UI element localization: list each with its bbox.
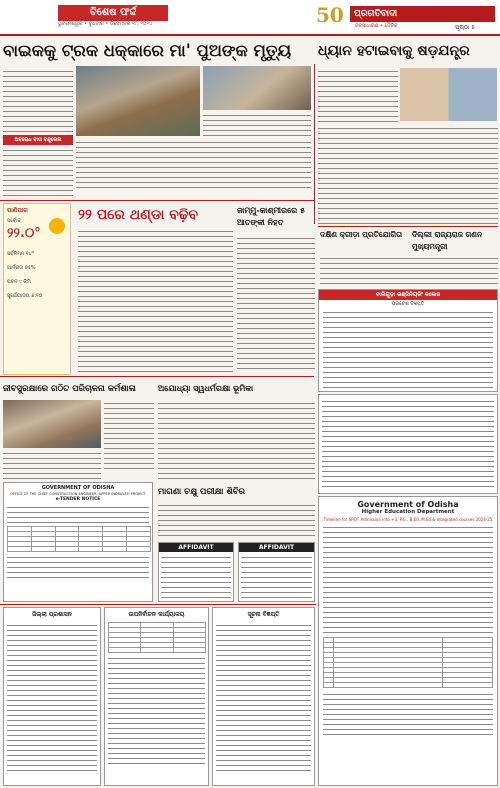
college-ad-title: ବାଲିଗୁଡ଼ା ଇଞ୍ଜିନିୟରିଂ କଲେଜ: [319, 290, 497, 300]
college-ad-subtitle: ପ୍ରବେଶ ବିଜ୍ଞପ୍ତି: [391, 301, 425, 307]
tender-footer-text: [7, 554, 149, 579]
story-text: [78, 228, 233, 373]
govt-dept: Higher Education Department: [361, 509, 455, 515]
section-title: ବିଶେଷ ଫର୍ଦ୍ଦ: [58, 5, 168, 21]
story-text: [318, 125, 498, 225]
admission-schedule-table: [323, 637, 493, 688]
bottom-right-text: [216, 622, 311, 772]
story-text: [76, 139, 311, 189]
temp-value: ୨୨.୦°: [7, 226, 41, 241]
story-text: [203, 112, 311, 136]
sun-icon: [49, 218, 65, 234]
section-rule: [0, 376, 314, 377]
headline-conspiracy: ଧ୍ୟାନ ହଟାଇବାକୁ ଷଡ଼ଯନ୍ତ୍ର: [318, 43, 470, 59]
college-advert: [318, 289, 498, 392]
section-rule: [0, 200, 314, 201]
story-text: [3, 450, 101, 480]
tagline: ଜନସାଧାରଣ • ଦୈନିକ: [355, 23, 398, 29]
college-ad-text: [323, 309, 493, 389]
headline-cold: ୨୨ ପରେ ଥଣ୍ଡା ବଢ଼ିବ: [78, 207, 199, 223]
workshop-photo: [3, 400, 101, 448]
story-text: [3, 147, 73, 197]
tender-advert: [3, 482, 153, 602]
headline-ayodhya: ଅଯୋଧ୍ୟା ସ୍ୱଧର୍ମରକ୍ଷା ଭୂମିକା: [158, 384, 254, 393]
bottom-mid-title: ଉପନିର୍ବାଚନ କାର୍ଯ୍ୟାଳୟ: [128, 611, 185, 618]
govt-notice-text: [322, 398, 494, 490]
govt-notice: [318, 394, 498, 494]
story-text: [158, 502, 315, 540]
weather-row: ଆର୍ଦ୍ରତା ୭୫%: [7, 265, 36, 271]
affidavit-1-text: [161, 554, 231, 599]
weather-row: ସର୍ବନିମ୍ନ ୧୪°: [7, 251, 35, 257]
section-rule: [318, 226, 498, 227]
affidavit-1: [158, 542, 234, 602]
temp-label: ସର୍ବୋଚ୍ଚ: [7, 218, 21, 224]
headline-sports: ଦକ୍ଷିଣ କ୍ରୀଡ଼ା ପ୍ରତିଯୋଗିତା: [320, 230, 403, 239]
weather-panel: [3, 203, 71, 375]
affidavit-2-text: [241, 554, 312, 599]
bottom-mid-text: [108, 655, 205, 765]
tender-heading: e-TENDER NOTICE: [55, 497, 101, 502]
leaders-photo: [400, 68, 497, 121]
truck-photo: [203, 66, 311, 110]
tender-text: [7, 504, 149, 524]
bottom-mid-table: [108, 622, 206, 653]
headline-eyecamp: ମାଗଣା ଚକ୍ଷୁ ପରୀକ୍ଷା ଶିବିର: [158, 487, 246, 497]
headline-accident: ବାଇକକୁ ଟ୍ରକ ଧକ୍କାରେ ମା' ପୁଅଙ୍କ ମୃତ୍ୟୁ: [3, 41, 292, 60]
govt-timeline: Timeline for SPOT Admission into +3, P.G., B.Ed, M.Ed & Integrated courses 2024-25: [323, 517, 493, 522]
govt-ad-footer-text: [323, 691, 493, 736]
bottom-advert-middle: [104, 607, 209, 786]
weather-row: ସୂର୍ଯ୍ୟୋଦୟ ୬:୧୦: [7, 293, 43, 299]
bottom-left-title: ଜିଲ୍ଲା ପ୍ରଶାସନ: [32, 611, 72, 618]
weather-rows: [7, 247, 67, 303]
headline-workshop: ଜୀବସୁରକ୍ଷାରେ ଗଠିତ ପରିଚାଳନା କର୍ମଶାଳା: [3, 384, 136, 394]
story-text: [3, 68, 73, 133]
page-number: ପୃଷ୍ଠା ୫: [455, 24, 475, 31]
affidavit-1-title: AFFIDAVIT: [159, 543, 233, 552]
headline-delhi: ଦିଲ୍ଲୀ ରାଜ୍ୟରାଜ ଗଣନ ମୁଖ୍ୟମନ୍ତ୍ରୀ: [412, 230, 483, 251]
story-text: [318, 68, 398, 123]
anniversary-logo: 50: [316, 3, 344, 27]
tender-table: [7, 526, 151, 552]
section-rule: [0, 604, 316, 605]
accident-photo: [76, 66, 200, 136]
story-text: [237, 235, 315, 373]
story-text: [104, 400, 154, 470]
tender-title: GOVERNMENT OF ODISHA: [41, 485, 115, 491]
govt-ad-text: [323, 524, 493, 634]
newspaper-brand: ପ୍ରଗତିବାଦୀ: [350, 6, 495, 22]
column-divider: [314, 64, 315, 224]
dateline: ଭୁବନେଶ୍ୱର • ବୁଧବାର • ଡିସେମ୍ବର ୧୮, ୨୦୨୪: [58, 21, 153, 27]
weather-row: ପବନ ୯ କିମି: [7, 279, 31, 285]
bottom-advert-right: [212, 607, 315, 786]
story-text: [158, 400, 315, 480]
masthead: [0, 0, 500, 36]
bottom-right-title: ସୂଚନା ବିଜ୍ଞପ୍ତି: [247, 611, 280, 618]
affidavit-2: [238, 542, 315, 602]
story-text: [320, 255, 498, 287]
affidavit-2-title: AFFIDAVIT: [239, 543, 314, 552]
bottom-advert-left: [3, 607, 101, 786]
weather-panel-title: ପାଣିପାଗ: [7, 207, 28, 214]
story-kicker: ଅବରୋଧ ବାତା ବନ୍ଦୁରେଲ: [3, 135, 73, 145]
higher-education-advert: [318, 496, 498, 786]
govt-title: Government of Odisha: [357, 500, 459, 509]
bottom-left-text: [7, 622, 97, 772]
tender-subtitle: OFFICE OF THE CHIEF CONSTRUCTION ENGINEER, UPPER INDRAVATI PROJECT: [10, 492, 146, 496]
headline-kashmir: ଜାମ୍ମୁ-କାଶ୍ମୀରରେ ୫ ଆତଙ୍କୀ ନିହତ: [237, 206, 305, 227]
